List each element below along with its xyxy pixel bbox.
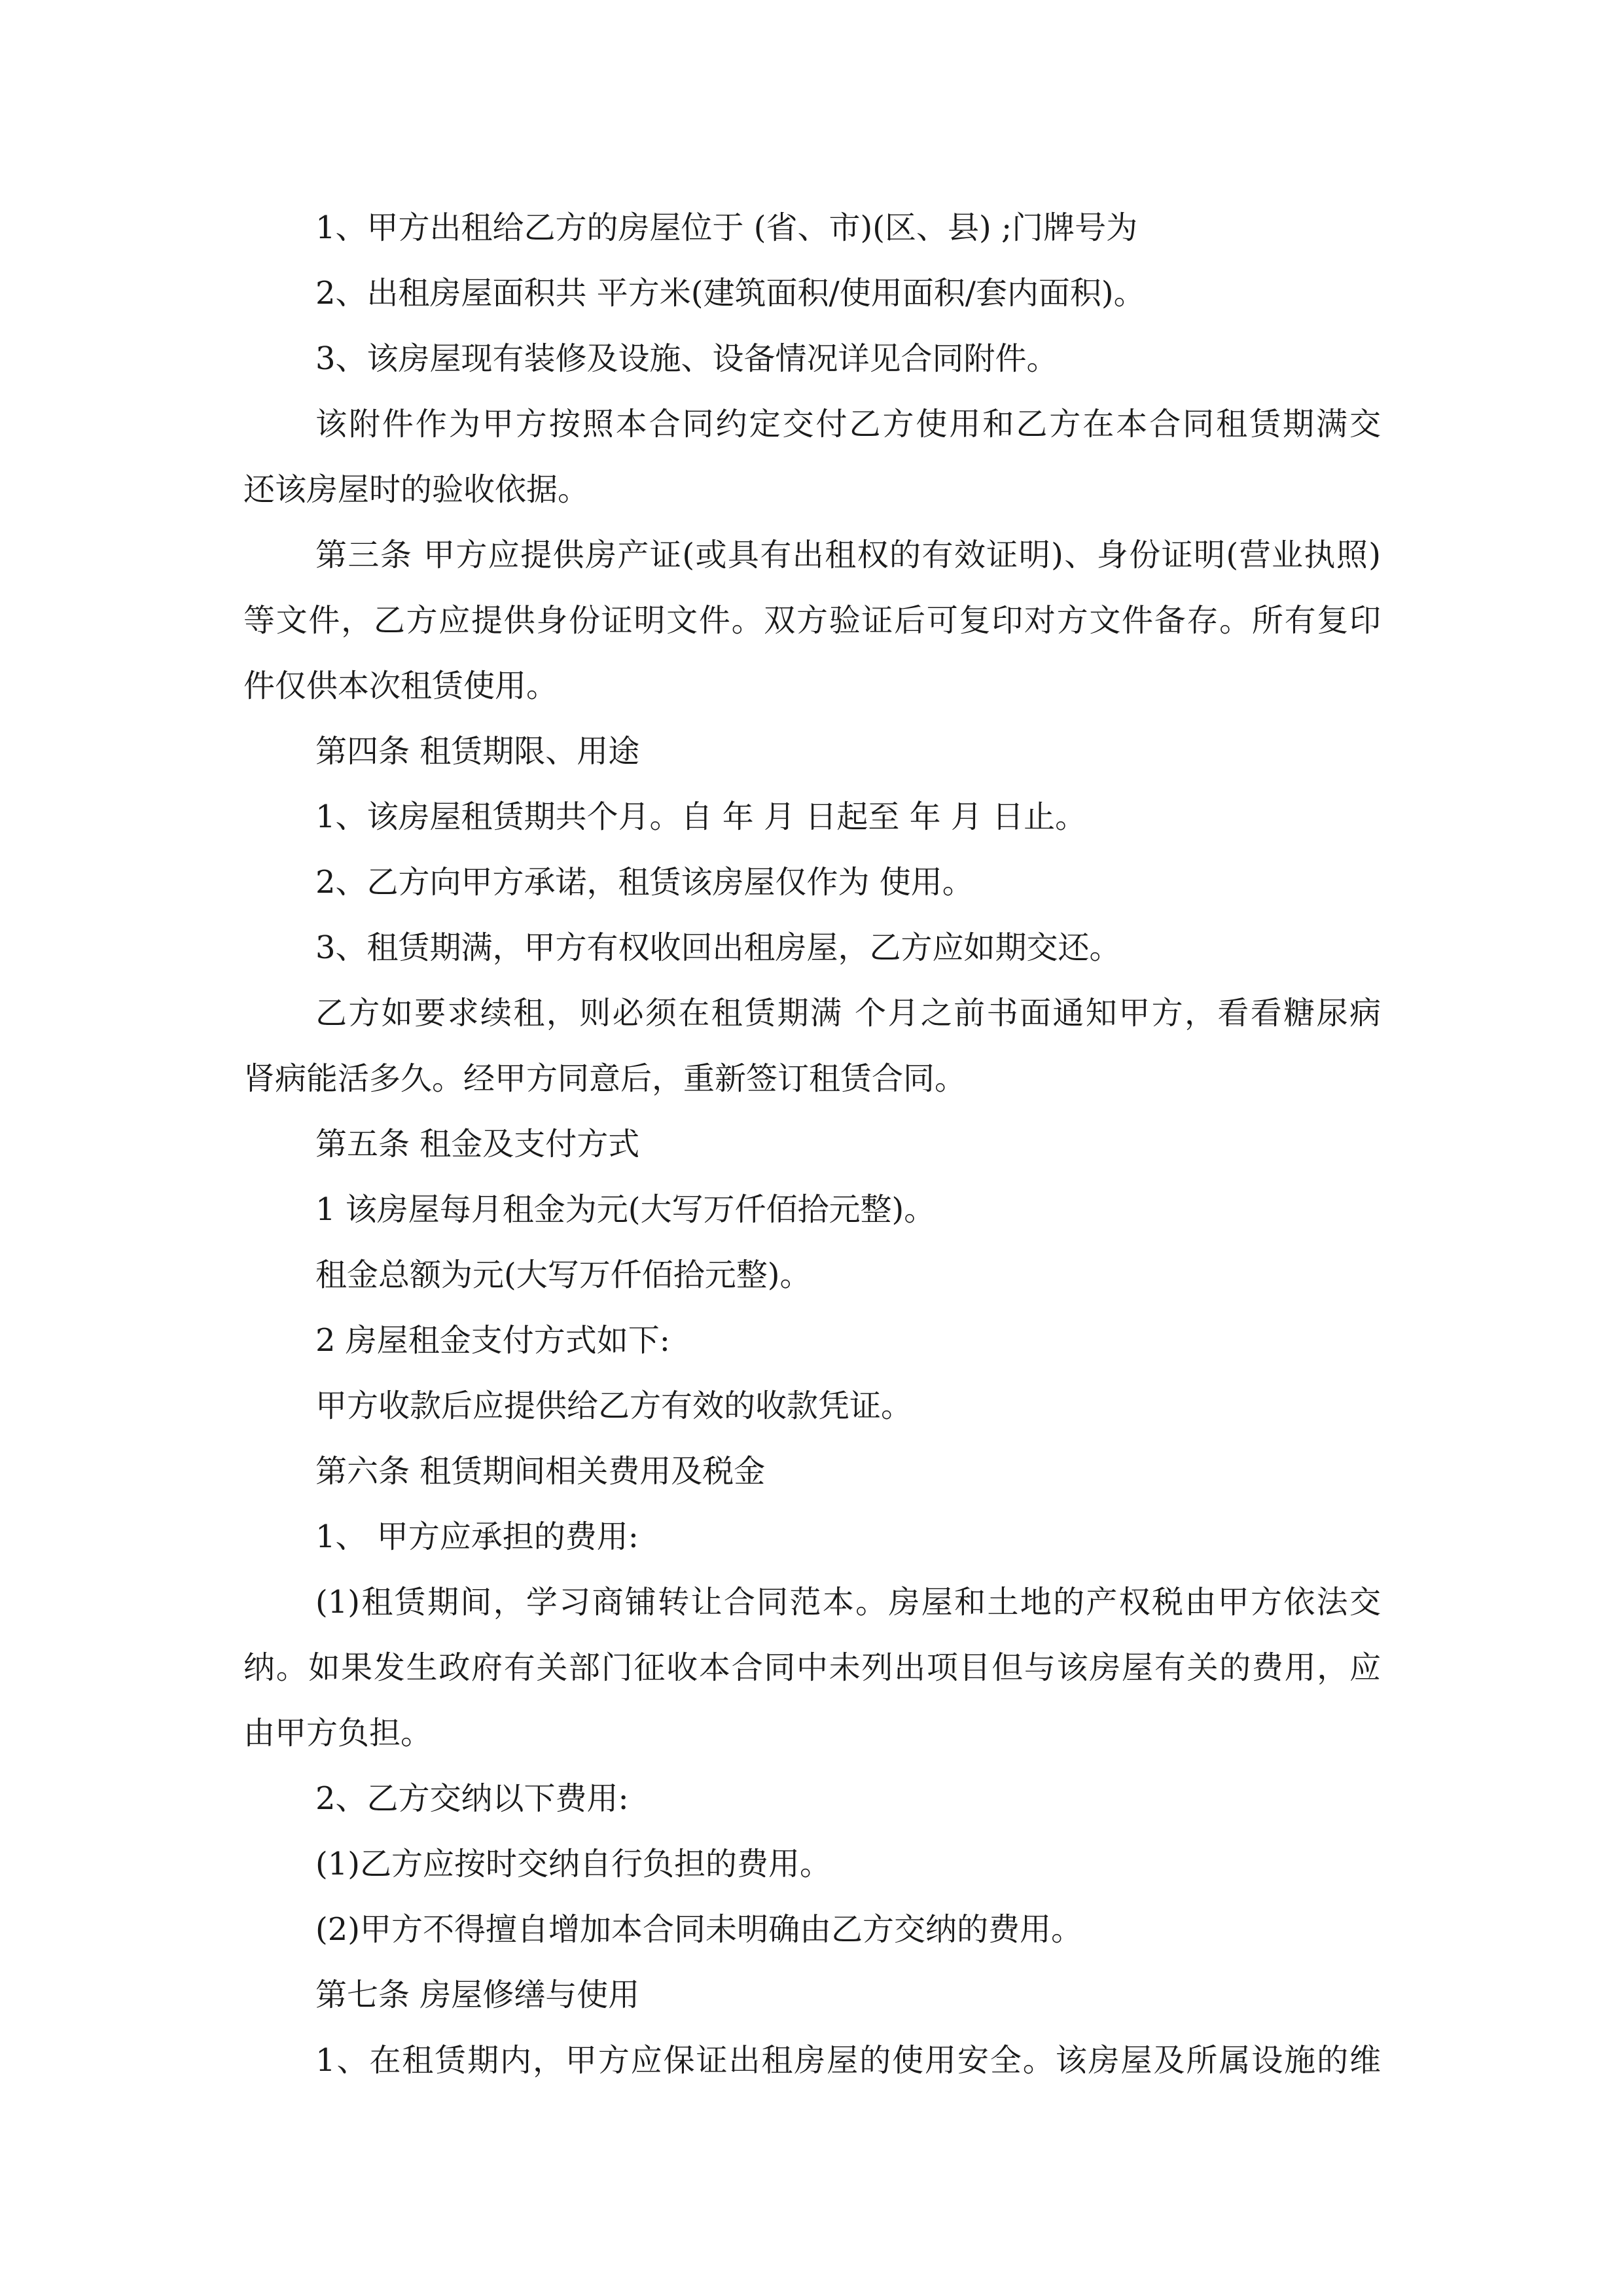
paragraph-line: 租金总额为元(大写万仟佰拾元整)。 bbox=[315, 1257, 812, 1293]
paragraph-line: 2、乙方向甲方承诺，租赁该房屋仅作为 使用。 bbox=[315, 864, 974, 901]
article-heading-line: 第三条 甲方应提供房产证(或具有出租权的有效证明)、身份证明(营业执照) bbox=[315, 537, 1381, 573]
paragraph-line: 该附件作为甲方按照本合同约定交付乙方使用和乙方在本合同租赁期满交 bbox=[315, 406, 1381, 442]
paragraph-line: 甲方收款后应提供给乙方有效的收款凭证。 bbox=[315, 1388, 913, 1424]
paragraph-line: 由甲方负担。 bbox=[243, 1715, 433, 1751]
paragraph-line: 2 房屋租金支付方式如下: bbox=[315, 1322, 670, 1359]
paragraph-line: 1、该房屋租赁期共个月。自 年 月 日起至 年 月 日止。 bbox=[315, 798, 1087, 835]
paragraph-line: 件仅供本次租赁使用。 bbox=[243, 668, 558, 704]
paragraph-line: 肾病能活多久。经甲方同意后，重新签订租赁合同。 bbox=[243, 1060, 967, 1097]
article-heading: 第四条 租赁期限、用途 bbox=[315, 733, 640, 770]
article-heading: 第七条 房屋修缮与使用 bbox=[315, 1977, 640, 2013]
paragraph-line: 1、在租赁期内，甲方应保证出租房屋的使用安全。该房屋及所属设施的维 bbox=[315, 2042, 1381, 2079]
paragraph-line: 纳。如果发生政府有关部门征收本合同中未列出项目但与该房屋有关的费用，应 bbox=[243, 1649, 1381, 1686]
paragraph-line: 1 该房屋每月租金为元(大写万仟佰拾元整)。 bbox=[315, 1191, 936, 1228]
paragraph-line: 3、租赁期满，甲方有权收回出租房屋，乙方应如期交还。 bbox=[315, 929, 1121, 966]
paragraph-line: 乙方如要求续租，则必须在租赁期满 个月之前书面通知甲方，看看糖尿病 bbox=[315, 995, 1381, 1031]
paragraph-line: (1)乙方应按时交纳自行负担的费用。 bbox=[315, 1846, 831, 1882]
article-heading: 第六条 租赁期间相关费用及税金 bbox=[315, 1453, 766, 1490]
paragraph-line: (2)甲方不得擅自增加本合同未明确由乙方交纳的费用。 bbox=[315, 1911, 1082, 1948]
paragraph-line: 1、甲方出租给乙方的房屋位于 (省、市)(区、县) ;门牌号为 bbox=[315, 209, 1138, 246]
paragraph-line: (1)租赁期间，学习商铺转让合同范本。房屋和土地的产权税由甲方依法交 bbox=[315, 1584, 1381, 1621]
paragraph-line: 3、该房屋现有装修及设施、设备情况详见合同附件。 bbox=[315, 340, 1058, 377]
paragraph-line: 2、乙方交纳以下费用: bbox=[315, 1780, 629, 1817]
paragraph-line: 还该房屋时的验收依据。 bbox=[243, 471, 590, 508]
paragraph-line: 2、出租房屋面积共 平方米(建筑面积/使用面积/套内面积)。 bbox=[315, 275, 1145, 312]
paragraph-line: 1、 甲方应承担的费用: bbox=[315, 1518, 639, 1555]
article-heading: 第五条 租金及支付方式 bbox=[315, 1126, 640, 1162]
paragraph-line: 等文件，乙方应提供身份证明文件。双方验证后可复印对方文件备存。所有复印 bbox=[243, 602, 1381, 639]
